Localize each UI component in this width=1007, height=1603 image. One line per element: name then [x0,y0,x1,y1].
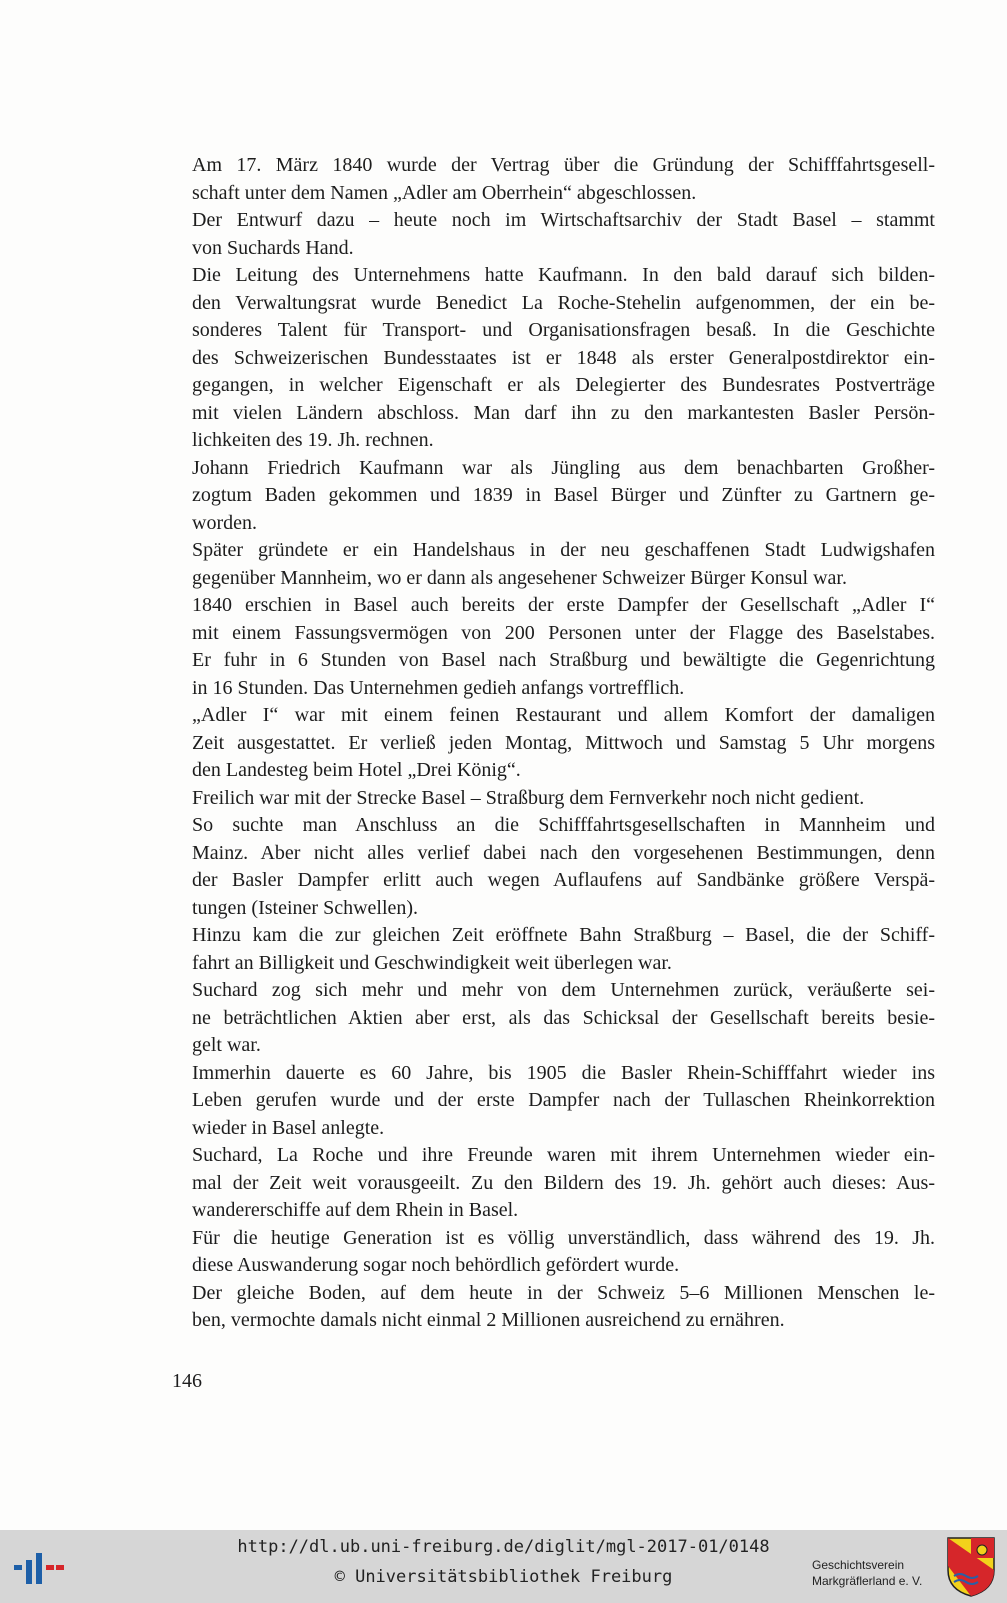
text-line: Leben gerufen wurde und der erste Dampfer nach der Tullaschen Rheinkorrektion [192,1089,935,1111]
paragraph [172,152,935,207]
text-line: Suchard, La Roche und ihre Freunde waren mit ihrem Unternehmen wieder ein- [192,1144,935,1166]
paragraph [172,1225,935,1280]
text-line: ben, vermochte damals nicht einmal 2 Millionen ausreichend zu ernähren. [192,1309,785,1331]
text-line: Der Entwurf dazu – heute noch im Wirtschaftsarchiv der Stadt Basel – stammt [192,209,935,231]
text-line: schaft unter dem Namen „Adler am Oberrhein“ abgeschlossen. [192,181,697,204]
body-text [172,152,935,1335]
paragraph [172,455,935,538]
text-line: So suchte man Anschluss an die Schifffahrtsgesellschaften in Mannheim und [192,814,935,836]
paragraph [172,592,935,702]
text-line: wieder in Basel anlegte. [192,1116,385,1139]
paragraph [172,702,935,785]
text-line: Für die heutige Generation ist es völlig unverständlich, dass während des 19. Jh. [192,1226,935,1249]
viewer-footer [0,1530,1007,1603]
text-line: Johann Friedrich Kaufmann war als Jüngling aus dem benachbarten Großher- [192,456,935,479]
text-line: diese Auswanderung sogar noch behördlich gefördert wurde. [192,1254,680,1276]
text-line: Immerhin dauerte es 60 Jahre, bis 1905 die Basler Rhein-Schifffahrt wieder ins [192,1061,935,1084]
text-line: Zeit ausgestattet. Er verließ jeden Montag, Mittwoch und Samstag 5 Uhr morgens [192,731,935,754]
text-line: Hinzu kam die zur gleichen Zeit eröffnete Bahn Straßburg – Basel, die der Schiff- [192,924,935,946]
source-url-link[interactable]: http://dl.ub.uni-freiburg.de/diglit/mgl-2017-01/0148 [237,1537,770,1557]
text-line: von Suchards Hand. [192,236,354,259]
text-line: Später gründete er ein Handelshaus in der neu geschaffenen Stadt Ludwigshafen [192,539,935,561]
text-line: Am 17. März 1840 wurde der Vertrag über die Gründung der Schifffahrtsgesell- [192,154,935,176]
paragraph [172,812,935,922]
text-line: mit einem Fassungsvermögen von 200 Personen unter der Flagge des Baselstabes. [192,621,935,644]
paragraph [172,537,935,592]
text-line: den Verwaltungsrat wurde Benedict La Roche-Stehelin aufgenommen, der ein be- [192,291,935,314]
paragraph [172,262,935,455]
paragraph [172,922,935,977]
text-line: Die Leitung des Unternehmens hatte Kaufmann. In den bald darauf sich bilden- [192,264,935,286]
text-line: worden. [192,511,257,534]
text-line: den Landesteg beim Hotel „Drei König“. [192,759,521,781]
text-line: lichkeiten des 19. Jh. rechnen. [192,429,434,451]
paragraph [172,785,935,813]
paragraph [172,977,935,1060]
copyright-notice: © Universitätsbibliothek Freiburg [334,1567,673,1587]
text-line: Der gleiche Boden, auf dem heute in der Schweiz 5–6 Millionen Menschen le- [192,1281,935,1304]
text-line: gegenüber Mannheim, wo er dann als angesehener Schweizer Bürger Konsul war. [192,566,847,589]
text-line: Er fuhr in 6 Stunden von Basel nach Straßburg und bewältigte die Gegenrichtung [192,649,935,671]
text-line: sonderes Talent für Transport- und Organisationsfragen besaß. In die Geschichte [192,319,935,341]
paragraph [172,1060,935,1143]
text-line: tungen (Isteiner Schwellen). [192,896,419,919]
society-name [812,1557,922,1589]
society-name-line-1: Geschichtsverein [812,1558,905,1572]
paragraph [172,1280,935,1335]
text-line: Freilich war mit der Strecke Basel – Straßburg dem Fernverkehr noch nicht gedient. [192,786,865,809]
page-number: 146 [172,1370,202,1392]
text-line: in 16 Stunden. Das Unternehmen gedieh anfangs vortrefflich. [192,676,685,699]
text-line: mit vielen Ländern abschloss. Man darf ihn zu den markantesten Basler Persön- [192,401,935,424]
text-line: gegangen, in welcher Eigenschaft er als Delegierter des Bundesrates Postverträge [192,374,935,396]
text-line: des Schweizerischen Bundesstaates ist er 1848 als erster Generalpostdirektor ein- [192,346,935,369]
text-line: wandererschiffe auf dem Rhein in Basel. [192,1199,519,1221]
text-line: 1840 erschien in Basel auch bereits der erste Dampfer der Gesellschaft „Adler I“ [192,594,935,616]
text-line: ne beträchtlichen Aktien aber erst, als das Schicksal der Gesellschaft bereits besie- [192,1006,935,1029]
text-line: „Adler I“ war mit einem feinen Restaurant und allem Komfort der damaligen [192,704,935,726]
text-line: Suchard zog sich mehr und mehr von dem Unternehmen zurück, veräußerte sei- [192,979,935,1001]
paragraph [172,207,935,262]
text-line: der Basler Dampfer erlitt auch wegen Auflaufens auf Sandbänke größere Verspä- [192,869,935,891]
society-name-line-2: Markgräflerland e. V. [812,1574,923,1588]
paragraph [172,1142,935,1225]
text-line: fahrt an Billigkeit und Geschwindigkeit weit überlegen war. [192,951,672,974]
text-line: gelt war. [192,1034,261,1056]
text-line: mal der Zeit weit vorausgeeilt. Zu den Bildern des 19. Jh. gehört auch dieses: Aus- [192,1171,935,1194]
text-line: zogtum Baden gekommen und 1839 in Basel Bürger und Zünfter zu Gartnern ge- [192,484,935,506]
coat-of-arms-icon [946,1536,996,1598]
text-line: Mainz. Aber nicht alles verlief dabei nach den vorgesehenen Bestimmungen, denn [192,841,935,864]
